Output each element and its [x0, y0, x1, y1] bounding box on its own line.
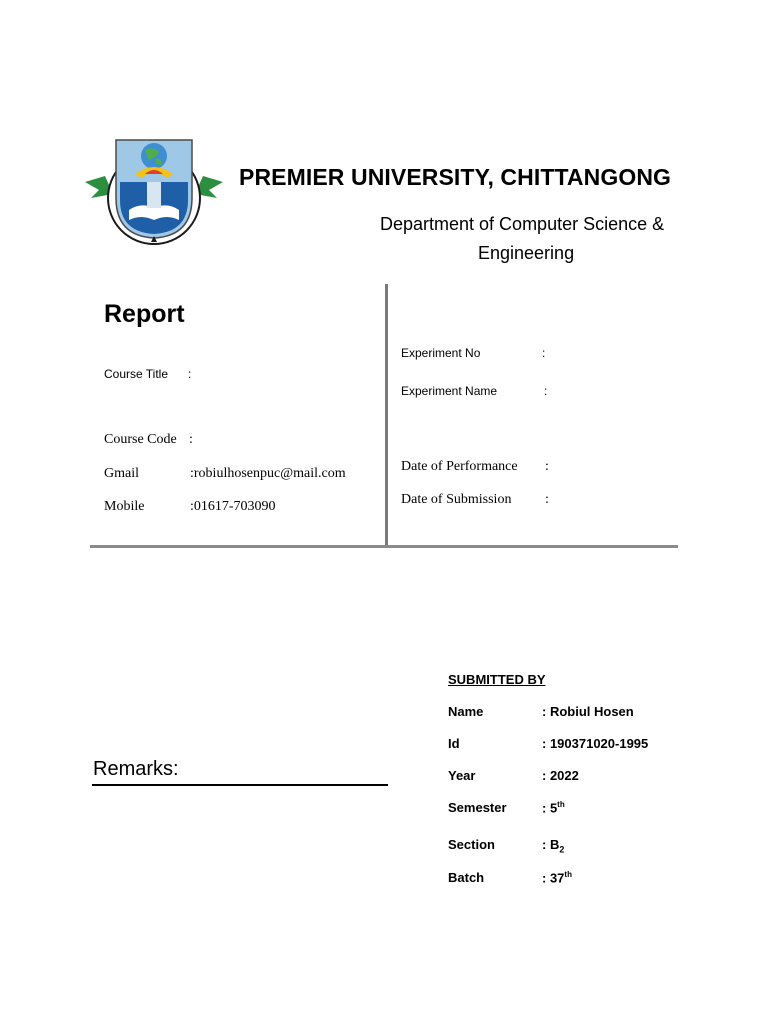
- course-title-label: Course Title: [104, 367, 169, 381]
- experiment-name-label: Experiment Name: [401, 384, 498, 398]
- submitted-name-label: Name: [448, 704, 484, 719]
- mobile-label: Mobile: [104, 499, 145, 514]
- experiment-no-label: Experiment No: [401, 346, 481, 360]
- gmail-value: :robiulhosenpuc@mail.com: [190, 466, 346, 481]
- submitted-batch-label: Batch: [448, 870, 485, 885]
- submitted-semester-value: : 5th: [542, 800, 565, 816]
- submitted-semester-label: Semester: [448, 800, 507, 815]
- experiment-no-colon: :: [542, 346, 546, 360]
- submitted-id-value: : 190371020-1995: [542, 736, 649, 751]
- remarks-underline: [92, 784, 388, 786]
- submitted-section-value: : $B_2$: [542, 837, 565, 855]
- university-name: PREMIER UNIVERSITY, CHITTANGONG: [239, 164, 672, 190]
- experiment-name-colon: :: [544, 384, 548, 398]
- submitted-section-label: Section: [448, 837, 495, 852]
- submitted-batch-value: : 37th: [542, 870, 572, 886]
- department-line-2: Engineering: [478, 243, 575, 263]
- department-line-1: Department of Computer Science &: [380, 214, 665, 234]
- course-title-colon: :: [188, 367, 192, 381]
- submitted-by-heading: SUBMITTED BY: [448, 672, 546, 687]
- gmail-label: Gmail: [104, 466, 139, 481]
- submitted-name-value: : Robiul Hosen: [542, 704, 634, 719]
- info-box-divider-vertical: [385, 284, 388, 547]
- course-code-label: Course Code: [104, 432, 177, 447]
- course-code-colon: :: [189, 432, 193, 447]
- info-box-divider-horizontal: [90, 545, 678, 548]
- date-of-performance-label: Date of Performance: [401, 459, 518, 474]
- report-title: Report: [104, 300, 185, 328]
- date-of-performance-colon: :: [545, 459, 549, 474]
- date-of-submission-label: Date of Submission: [401, 492, 512, 507]
- submitted-year-label: Year: [448, 768, 476, 783]
- submitted-year-value: : 2022: [542, 768, 579, 783]
- mobile-value: :01617-703090: [190, 499, 276, 514]
- submitted-id-label: Id: [448, 736, 460, 751]
- university-logo: [83, 138, 225, 250]
- date-of-submission-colon: :: [545, 492, 549, 507]
- remarks-label: Remarks:: [93, 758, 179, 780]
